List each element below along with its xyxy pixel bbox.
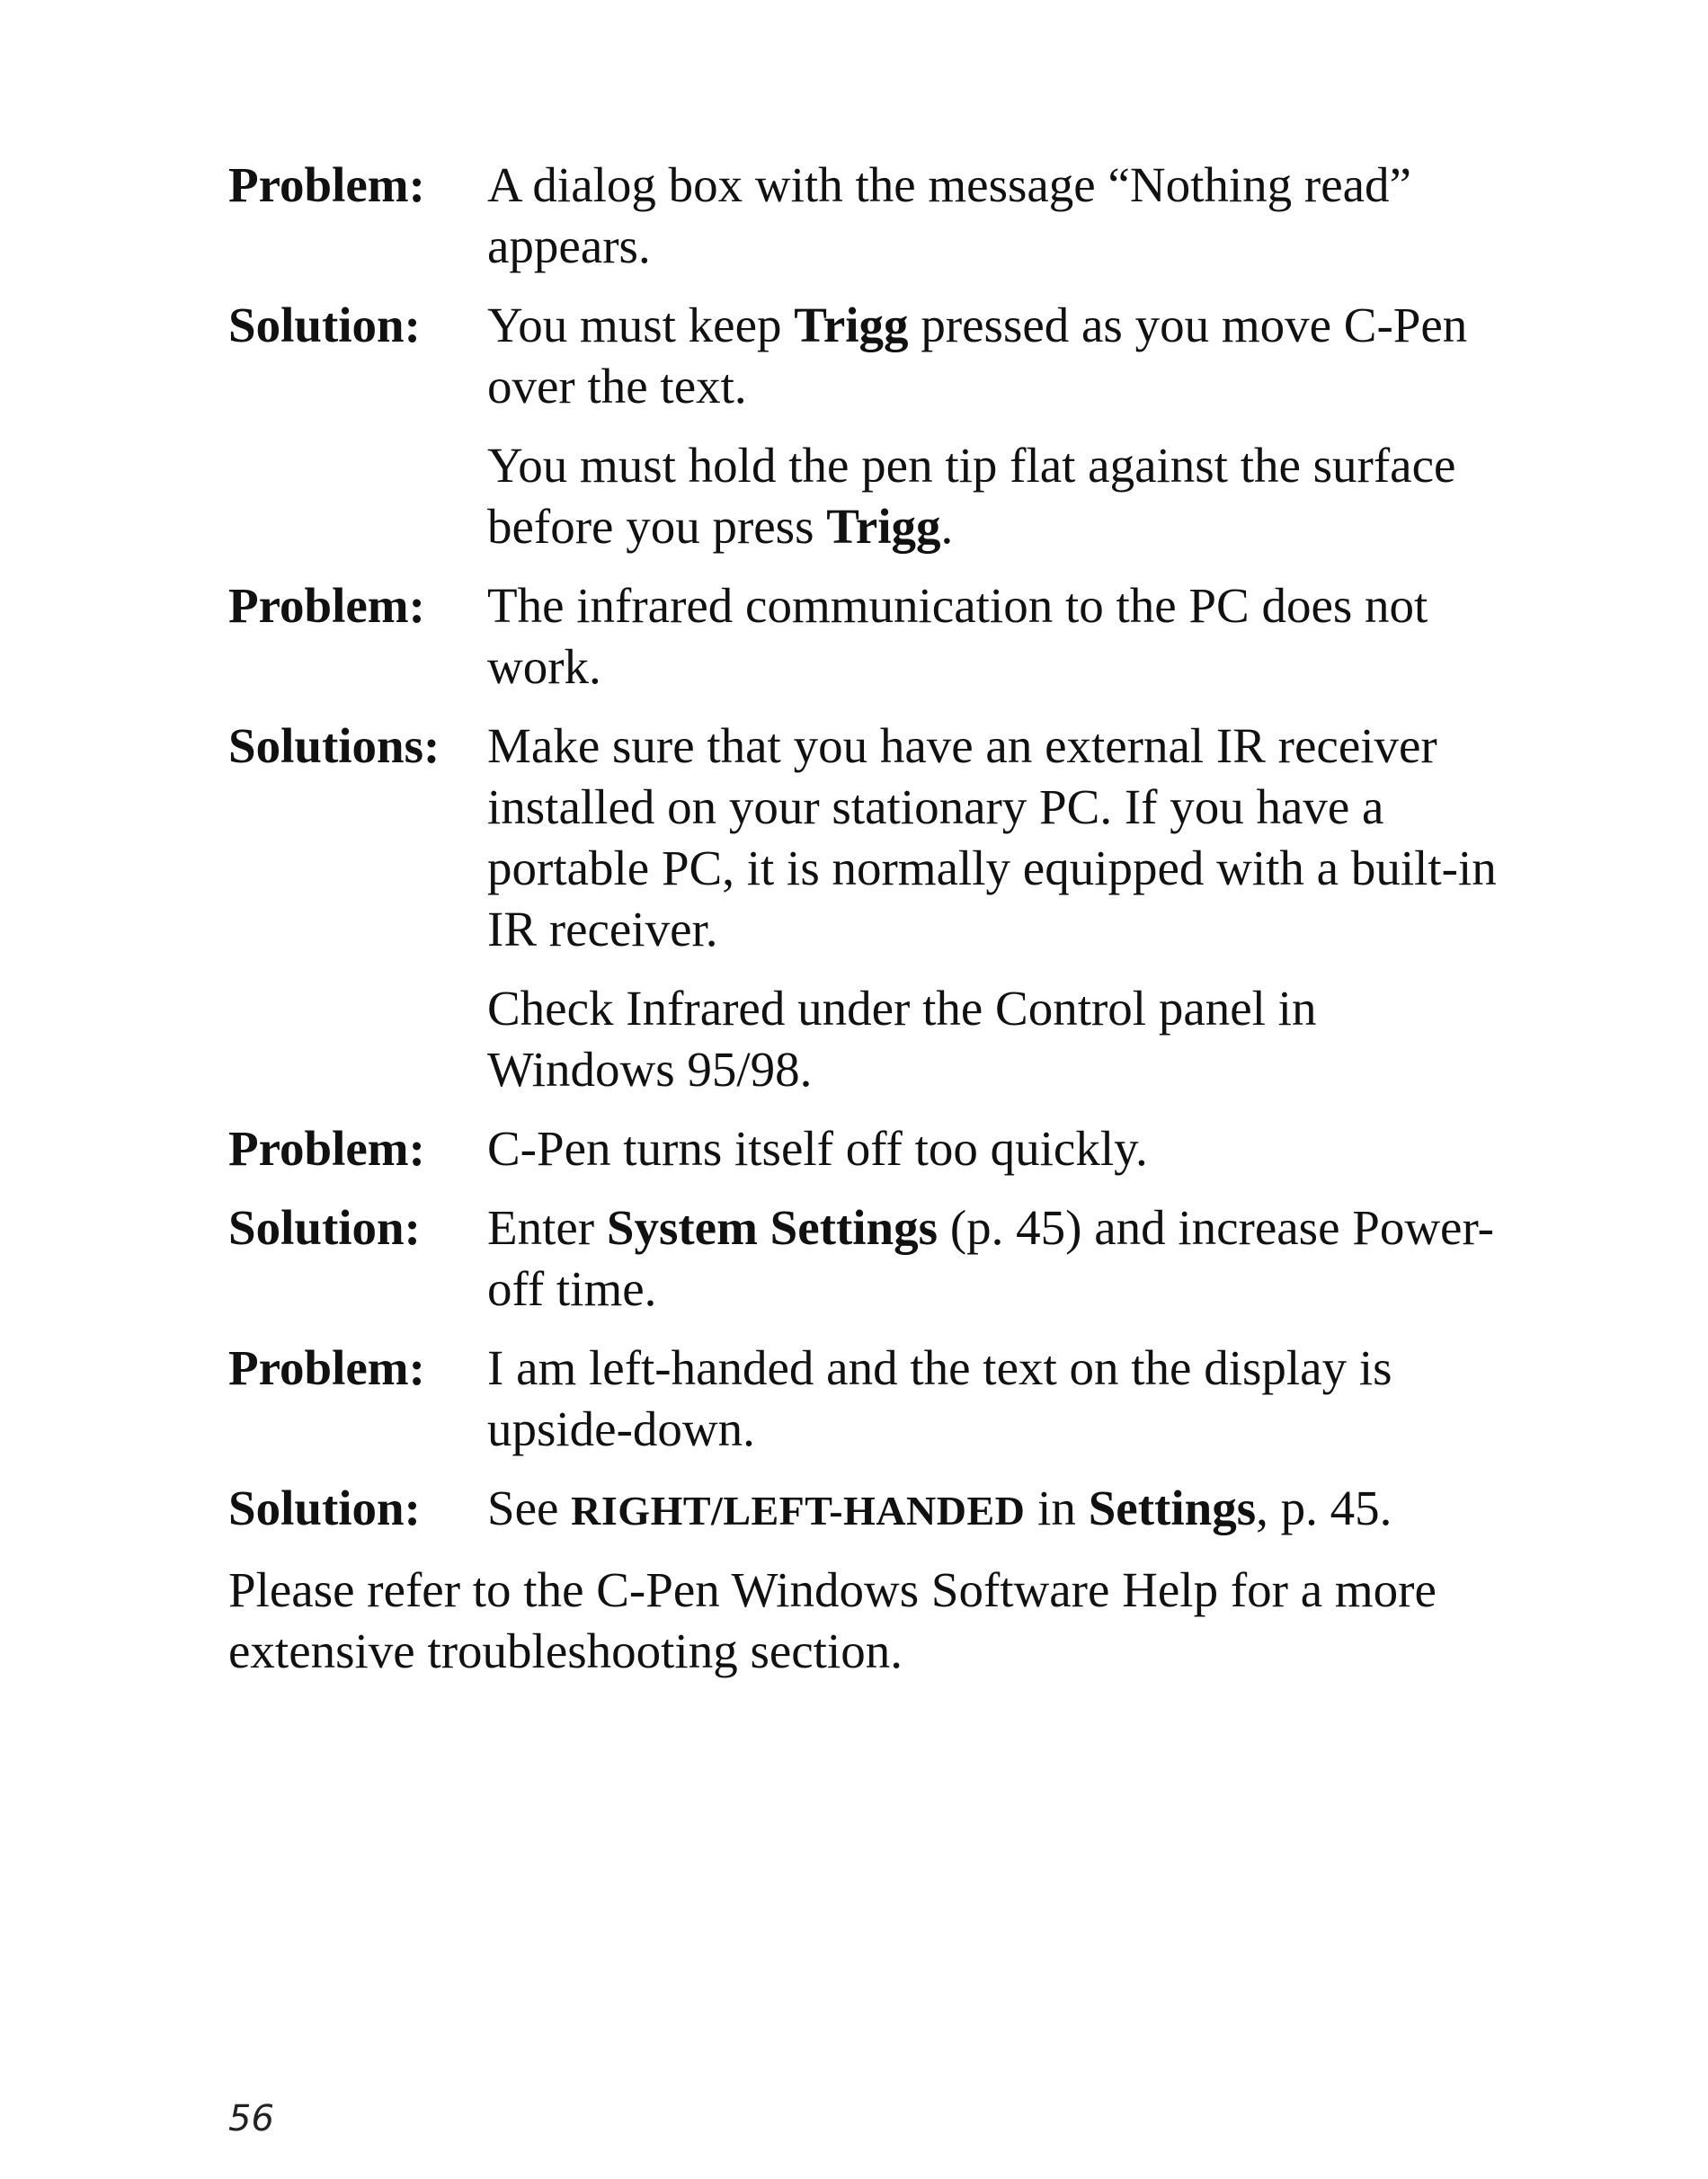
problem-entry — [228, 575, 1505, 698]
entry-label: Solution: — [228, 1200, 421, 1255]
emphasized-term: System Settings — [606, 1200, 939, 1255]
text-run: Enter — [487, 1200, 607, 1255]
solution-entry — [228, 1478, 1505, 1542]
solution-entry — [228, 716, 1505, 1100]
text-run: A dialog box with the message “Nothing read” appears. — [487, 157, 1411, 273]
entry-paragraph — [487, 1338, 1505, 1460]
entry-paragraph — [487, 1197, 1505, 1320]
entry-label: Problem: — [228, 1121, 425, 1176]
entry-paragraph — [487, 435, 1505, 557]
text-run: See — [487, 1481, 572, 1535]
emphasized-term: Trigg — [794, 298, 909, 352]
closing-note: Please refer to the C-Pen Windows Software Help for a more extensive troubleshooting section. — [228, 1562, 1437, 1678]
solution-entry — [228, 1197, 1505, 1320]
text-run: You must keep — [487, 298, 795, 352]
problem-entry — [228, 1118, 1505, 1179]
entry-paragraph — [487, 1478, 1505, 1542]
text-run: (p. 45) and increase Power-off time. — [487, 1200, 1495, 1316]
page-number: 56 — [228, 2098, 274, 2139]
entry-body — [487, 716, 1505, 1100]
entry-body — [487, 1118, 1505, 1179]
entry-body — [487, 575, 1505, 698]
entry-body — [487, 1197, 1505, 1320]
problem-entry — [228, 1338, 1505, 1460]
solution-entry — [228, 295, 1505, 557]
text-run: C-Pen turns itself off too quickly. — [487, 1121, 1148, 1176]
emphasized-term: RIGHT/LEFT-HANDED — [571, 1488, 1026, 1534]
text-run: I am left-handed and the text on the display is upside-down. — [487, 1340, 1392, 1456]
text-run: in — [1025, 1481, 1089, 1535]
entry-paragraph — [487, 155, 1505, 277]
text-run: Make sure that you have an external IR receiver installed on your stationary PC. If you have a portable PC, it is normally equipped with a built-in IR receiver. — [487, 718, 1497, 956]
text-run: The infrared communication to the PC does not work. — [487, 578, 1428, 694]
text-run: Check Infrared under the Control panel in Windows 95/98. — [487, 981, 1317, 1097]
problem-entry — [228, 155, 1505, 277]
emphasized-term: Settings — [1088, 1481, 1257, 1535]
troubleshooting-list — [228, 155, 1505, 1542]
entry-paragraph — [487, 575, 1505, 698]
entry-label: Solution: — [228, 298, 421, 352]
entry-paragraph — [487, 1118, 1505, 1179]
entry-label: Problem: — [228, 578, 425, 633]
entry-body — [487, 1478, 1505, 1542]
text-run: pressed as you move C-Pen over the text. — [487, 298, 1468, 414]
entry-paragraph — [487, 716, 1505, 960]
entry-label: Solution: — [228, 1481, 421, 1535]
entry-paragraph — [487, 295, 1505, 417]
entry-label: Problem: — [228, 1340, 425, 1395]
entry-body — [487, 295, 1505, 557]
entry-paragraph — [487, 978, 1505, 1100]
emphasized-term: Trigg — [826, 499, 941, 554]
text-run: , p. 45. — [1256, 1481, 1392, 1535]
entry-body — [487, 1338, 1505, 1460]
entry-label: Problem: — [228, 157, 425, 212]
text-run: . — [940, 499, 954, 554]
troubleshooting-content — [228, 155, 1505, 1682]
text-run: You must hold the pen tip flat against the surface before you press — [487, 438, 1456, 554]
entry-label: Solutions: — [228, 718, 440, 773]
entry-body — [487, 155, 1505, 277]
